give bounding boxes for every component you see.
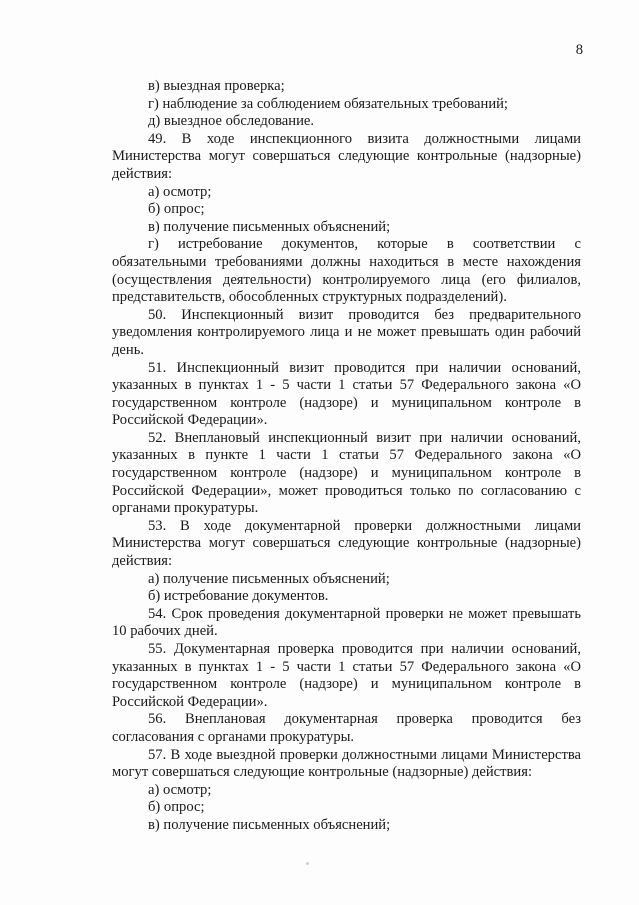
- list-item-g: г) наблюдение за соблюдением обязательных требований;: [148, 95, 508, 112]
- paragraph-55: 55. Документарная проверка проводится при наличии оснований, указанных в пунктах 1 - 5 части 1 статьи 57 Федерального закона «О государственном контроле (надзоре) и муниципальном контроле в Российской Федерации».: [112, 641, 581, 710]
- page-number: 8: [575, 42, 583, 58]
- paragraph-49: 49. В ходе инспекционного визита должностными лицами Министерства могут совершаться следующие контрольные (надзорные) действия:: [112, 130, 581, 182]
- paragraph-53: 53. В ходе документарной проверки должностными лицами Министерства могут совершаться следующие контрольные (надзорные) действия:: [112, 517, 581, 570]
- list-item-b: б) опрос;: [148, 201, 205, 218]
- list-item-v: в) получение письменных объяснений;: [148, 218, 391, 235]
- list-item-a: а) осмотр;: [148, 183, 212, 200]
- list-item-d: д) выездное обследование.: [148, 113, 315, 130]
- list-item-g: г) истребование документов, которые в соответствии с обязательными требованиями должны находиться в месте нахождения (осуществления деятельности) контролируемого лица (его филиалов, представительств, обособленных структурных подразделений).: [112, 236, 581, 306]
- paragraph-56: 56. Внеплановая документарная проверка проводится без согласования с органами прокуратуры.: [112, 711, 581, 745]
- paragraph-52: 52. Внеплановый инспекционный визит при наличии оснований, указанных в пункте 1 части 1 статьи 57 Федерального закона «О государственном контроле (надзоре) и муниципальном контроле в Российской Федерации», может проводиться только по согласованию с органами прокуратуры.: [112, 429, 581, 517]
- list-item-b: б) истребование документов.: [148, 588, 329, 605]
- list-item-v: в) получение письменных объяснений;: [148, 816, 391, 833]
- paragraph-54: 54. Срок проведения документарной проверки не может превышать 10 рабочих дней.: [112, 605, 581, 640]
- paragraph-50: 50. Инспекционный визит проводится без предварительного уведомления контролируемого лица и не может превышать один рабочий день.: [112, 306, 581, 358]
- list-item-v: в) выездная проверка;: [148, 78, 285, 94]
- list-item-a: а) получение письменных объяснений;: [148, 570, 390, 587]
- paragraph-57: 57. В ходе выездной проверки должностными лицами Министерства могут совершаться следующие контрольные (надзорные) действия:: [112, 746, 581, 781]
- scan-speck: [306, 862, 309, 865]
- paragraph-51: 51. Инспекционный визит проводится при наличии оснований, указанных в пунктах 1 - 5 части 1 статьи 57 Федерального закона «О государственном контроле (надзоре) и муниципальном контроле в Российской Федерации».: [112, 359, 581, 429]
- list-item-a: а) осмотр;: [148, 781, 212, 798]
- document-body: [112, 78, 581, 835]
- list-item-b: б) опрос;: [148, 799, 205, 816]
